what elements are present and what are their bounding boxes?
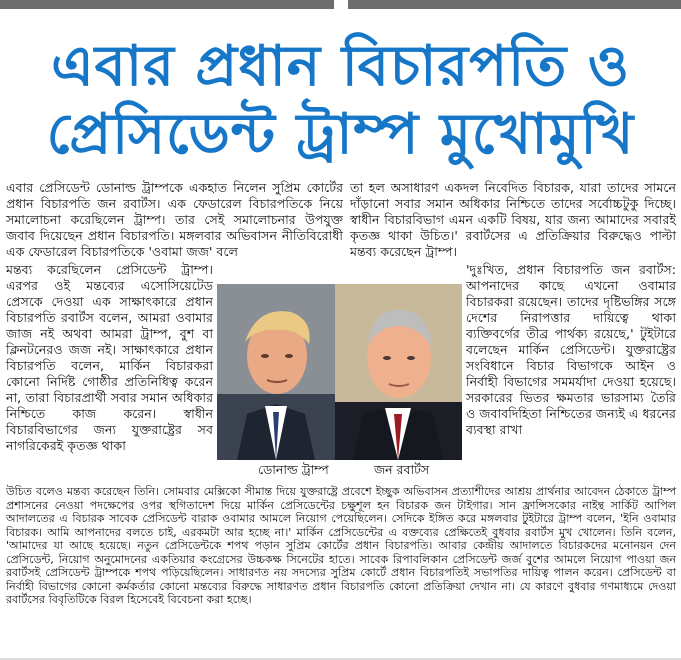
photo-pair (217, 284, 462, 460)
article-paragraph: উচিত বলেও মন্তব্য করেছেন তিনি। সোমবার মেক্সিকো সীমান্ত দিয়ে যুক্তরাষ্ট্রে প্রবেশে ইচ্ছুক অভিবাসন প্রত্যাশীদের আশ্রয় প্রার্থনার আবেদন ঠেকাতে ট্রাম্প প্রশাসনের নেওয়া পদক্ষেপের ওপর স্থগিতাদেশ দিয়ে মার্কিন প্রেসিডেন্টের চক্ষুশূল হন বিচারক জন টাইগার। সান ফ্রান্সিসকোর নাইন্থ সার্কিট আপিল আদালতের এ বিচারক সাবেক প্রেসিডেন্ট বারাক ওবামার আমলে নিয়োগ পেয়েছিলেন। সেদিকে ইঙ্গিত করে মঙ্গলবার টুইটারে ট্রাম্প বলেন, 'ইনি ওবামার বিচারক। আমি আপনাদের বলতে চাই, এরকমটা আর হচ্ছে না।' মার্কিন প্রেসিডেন্টের এ বক্তব্যের প্রেক্ষিতেই বুধবার রবার্টস মুখ খোলেন। তিনি বলেন, 'আমাদের যা আছে হয়েছে। নতুন প্রেসিডেন্টকে শপথ পড়ান সুপ্রিম কোর্টের প্রধান বিচারপতি। আবার কেন্দ্রীয় আদালতে বিচারকদের মনোনয়ন দেন প্রেসিডেন্ট, নিয়োগ অনুমোদনের একতিয়ার কংগ্রেসের উচ্চকক্ষ সিনেটের হাতে। সাবেক রিপাবলিকান প্রেসিডেন্ট জর্জ বুশের আমলে নিয়োগ পাওয়া জন রবার্টসই প্রেসিডেন্ট ট্রাম্পকে শপথ পড়িয়েছিলেন। সাধারণত নয় সদস্যের সুপ্রিম কোর্টে প্রধান বিচারপতিই সভাপতির দায়িত্ব পালন করেন। প্রেসিডেন্ট বা নির্বাহী বিভাগের কোনো কর্মকর্তার কোনো মন্তব্যের বিরুদ্ধে সাধারণত প্রধান বিচারপতি কোনো প্রতিক্রিয়া দেখান না। যে কারণে বুধবার গণমাধ্যমে দেওয়া রবার্টসের বিবৃতিটিকে বিরল হিসেবেই বিবেচনা করা হচ্ছে। (6, 485, 676, 606)
trump-caption: ডোনাল্ড ট্রাম্প (258, 462, 329, 477)
headline-line-2: প্রেসিডেন্ট ট্রাম্প মুখোমুখি (46, 102, 635, 167)
article-paragraph: এবার প্রেসিডেন্ট ডোনাল্ড ট্রাম্পকে একহাত নিলেন সুপ্রিম কোর্টের প্রধান বিচারপতি জন রবার্টস। এক ফেডারেল বিচারপতিকে নিয়ে সমালোচনা করেছিলেন ট্রাম্প। তার সেই সমালোচনার উপযুক্ত জবাব দিয়েছেন প্রধান বিচারপতি। মঙ্গলবার অভিবাসন নীতিবিরোধী এক ফেডারেল বিচারপতিকে 'ওবামা জজ' বলে (6, 180, 343, 259)
article-right-mid (466, 262, 676, 438)
article-paragraph: মন্তব্য করেছিলেন প্রেসিডেন্ট ট্রাম্প। এরপর ওই মন্তব্যের এসোসিয়েটেড প্রেসকে দেওয়া এক সাক্ষাৎকারে প্রধান বিচারপতি রবার্টস বলেন, আমরা ওবামার জাজ নই অথবা আমরা ট্রাম্প, বুশ বা ক্লিনটনেরও জজ নই। সাক্ষাৎকারে প্রধান বিচারপতি বলেন, মার্কিন বিচারকরা কোনো নির্দিষ্ট গোষ্ঠীর প্রতিনিধিত্ব করেন না, তারা বিচারপ্রার্থী সবার সমান অধিকার নিশ্চিতে কাজ করেন। স্বাধীন বিচারবিভাগের জন্য যুক্তরাষ্ট্রের সব নাগরিকেরই কৃতজ্ঞ থাকা (6, 262, 213, 453)
article-left-mid (6, 262, 213, 454)
top-rule-left (0, 0, 334, 9)
article-bottom (6, 485, 676, 607)
top-rule-right (348, 0, 681, 9)
article-paragraph: তা হল অসাধারণ একদল নিবেদিত বিচারক, যারা তাদের সামনে দাঁড়ানো সবার সমান অধিকার নিশ্চিতে তাদের সর্বোচ্চটুকু দিচ্ছে। স্বাধীন বিচারবিভাগ এমন একটি বিষয়, যার জন্য আমাদের সবারই কৃতজ্ঞ থাকা উচিত।' রবার্টসের এ প্রতিক্রিয়ার বিরুদ্ধেও পাল্টা মন্তব্য করেছেন ট্রাম্প। (350, 180, 676, 259)
article-right-top (350, 180, 676, 260)
trump-photo (217, 284, 335, 460)
roberts-caption: জন রবার্টস (374, 462, 430, 477)
roberts-photo (335, 284, 462, 460)
article-bottom-continued: হয়েছে। নতুন প্রেসিডেন্টকে শপথ পড়ান সুপ্রিম কোর্টের প্রধান বিচারপতি। আবার কেন্দ্রীয় আদালতে বিচারকদের মনোনয়ন দেন প্রেসিডেন্ট, নিয়োগ অনুমোদনের একতিয়ার কংগ্রেসের উচ্চকক্ষ সিনেটের হাতে। সাবেক রিপাবলিকান প্রেসিডেন্ট জর্জ বুশের আমলে নিয়োগ পাওয়া জন রবার্টসই প্রেসিডেন্ট ট্রাম্পকে শপথ পড়িয়েছিলেন। সাধারণত নয় সদস্যের সুপ্রিম কোর্টে প্রধান বিচারপতিই সভাপতির দায়িত্ব পালন করেন। প্রেসিডেন্ট বা নির্বাহী বিভাগের কোনো কর্মকর্তার কোনো মন্তব্যের বিরুদ্ধে সাধারণত প্রধান বিচারপতি কোনো প্রতিক্রিয়া দেখান না। যে কারণে বুধবার গণমাধ্যমে দেওয়া রবার্টসের বিবৃতিটিকে বিরল হিসেবেই বিবেচনা করা হচ্ছে। (6, 539, 676, 606)
headline-line-1: এবার প্রধান বিচারপতি ও (51, 34, 630, 99)
article-paragraph: 'দুঃখিত, প্রধান বিচারপতি জন রবার্টস: আপনাদের কাছে এখনো ওবামার বিচারকরা রয়েছেন। তাদের দৃষ্টিভঙ্গির সঙ্গে দেশের নিরাপত্তার দায়িত্বে থাকা ব্যক্তিবর্গের তীব্র পার্থক্য রয়েছে,' টুইটারে বলেছেন মার্কিন প্রেসিডেন্ট। যুক্তরাষ্ট্রের সংবিধানে বিচার বিভাগকে আইন ও নির্বাহী বিভাগের সমমর্যাদা দেওয়া হয়েছে। সরকারের ভিতর ক্ষমতার ভারসাম্য তৈরি ও জবাবদিহিতা নিশ্চিতের জন্যই এ ধরনের ব্যবস্থা রাখা (466, 262, 676, 437)
article-left-top (6, 180, 343, 260)
